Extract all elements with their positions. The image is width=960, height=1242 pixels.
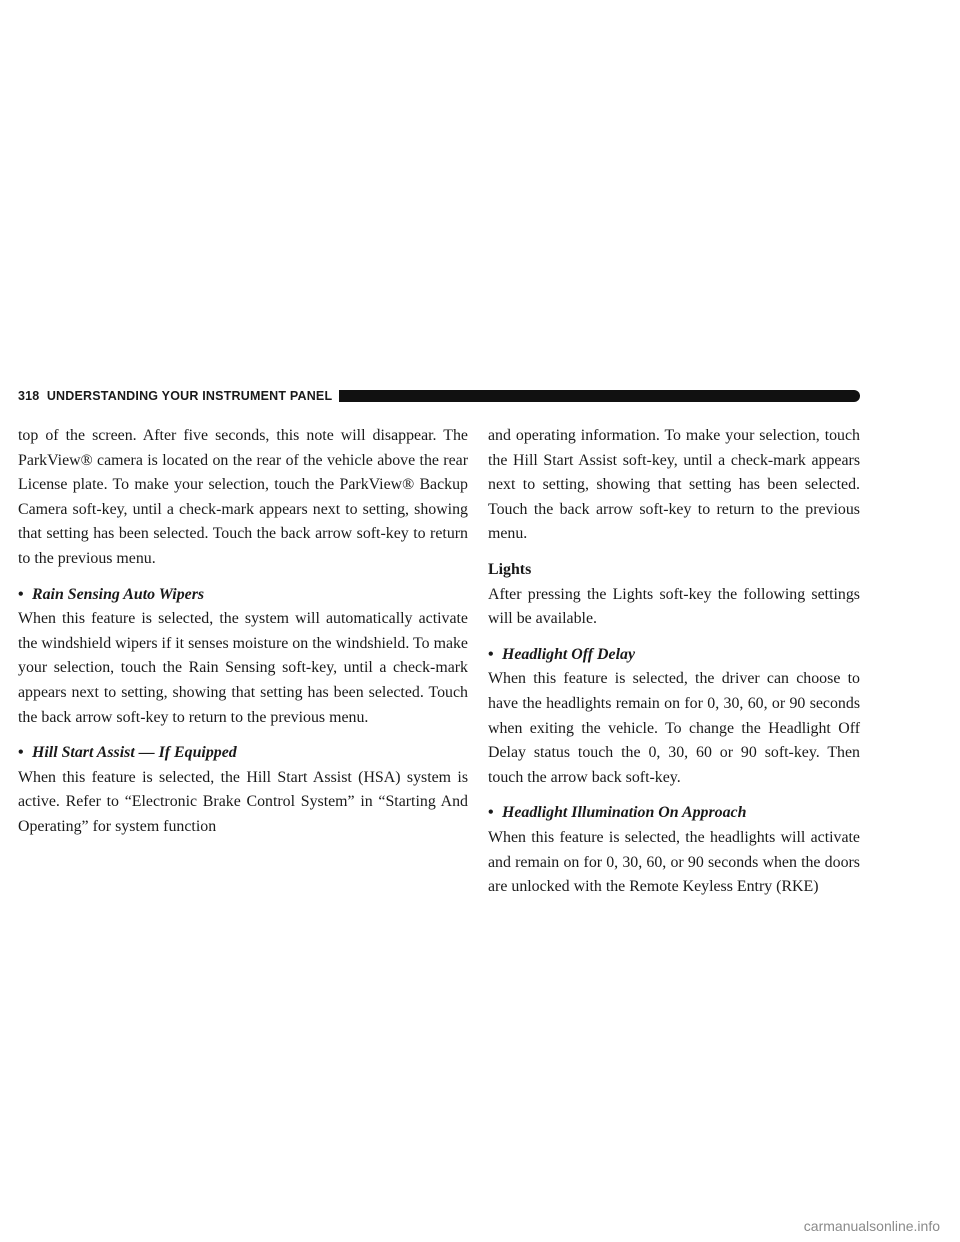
headlight-off-delay-paragraph: When this feature is selected, the driver can choose to have the headlights remain on for 0, 30, 60, or 90 seconds when exiting the vehicle. To change the Headlight Off Delay status touch the 0, 30, 60 or 90 soft-key. Then touch the arrow back soft-key. xyxy=(488,670,860,786)
illumination-on-approach-paragraph: When this feature is selected, the headlights will activate and remain on for 0, 30, 60, or 90 seconds when the doors are unlocked with the Remote Keyless Entry (RKE) xyxy=(488,828,860,896)
right-column xyxy=(488,424,860,900)
illumination-on-approach-heading-text: Headlight Illumination On Approach xyxy=(502,804,747,822)
rain-sensing-heading xyxy=(18,583,468,608)
rain-sensing-heading-text: Rain Sensing Auto Wipers xyxy=(32,585,205,603)
bullet-icon: • xyxy=(18,744,24,762)
lights-paragraph: After pressing the Lights soft-key the following settings will be available. xyxy=(488,585,860,628)
hill-start-paragraph: When this feature is selected, the Hill Start Assist (HSA) system is active. Refer to “Electronic Brake Control System” in “Starting And Operating” for system function xyxy=(18,768,468,835)
intro-paragraph: top of the screen. After five seconds, this note will disappear. The ParkView® camera is located on the rear of the vehicle above the rear License plate. To make your selection, touch the ParkView® Backup Camera soft-key, until a check-mark appears next to setting, showing that setting has been selected. Touch the back arrow soft-key to return to the previous menu. xyxy=(18,427,468,567)
illumination-on-approach-heading xyxy=(488,801,860,826)
watermark: carmanualsonline.info xyxy=(803,1218,940,1234)
headlight-off-delay-heading-text: Headlight Off Delay xyxy=(502,645,635,663)
lights-heading: Lights xyxy=(488,560,532,578)
bullet-icon: • xyxy=(488,804,494,822)
headlight-off-delay-heading xyxy=(488,643,860,668)
continued-paragraph: and operating information. To make your selection, touch the Hill Start Assist soft-key, until a check-mark appears next to setting, showing that setting has been selected. Touch the back arrow soft-key to return to the previous menu. xyxy=(488,427,860,543)
section-title: UNDERSTANDING YOUR INSTRUMENT PANEL xyxy=(46,389,333,403)
rain-sensing-paragraph: When this feature is selected, the system will automatically activate the windshield wipers if it senses moisture on the windshield. To make your selection, touch the Rain Sensing soft-key, until a check-mark appears next to setting, showing that setting has been selected. Touch the back arrow soft-key to return to the previous menu. xyxy=(18,610,468,726)
header-rule xyxy=(339,390,860,402)
bullet-icon: • xyxy=(488,645,494,663)
page-header-text xyxy=(18,389,339,403)
page-header xyxy=(18,387,860,405)
hill-start-heading-text: Hill Start Assist — If Equipped xyxy=(32,744,237,762)
hill-start-heading xyxy=(18,741,468,766)
left-column xyxy=(18,424,468,840)
page-number: 318 xyxy=(18,389,40,403)
bullet-icon: • xyxy=(18,585,24,603)
